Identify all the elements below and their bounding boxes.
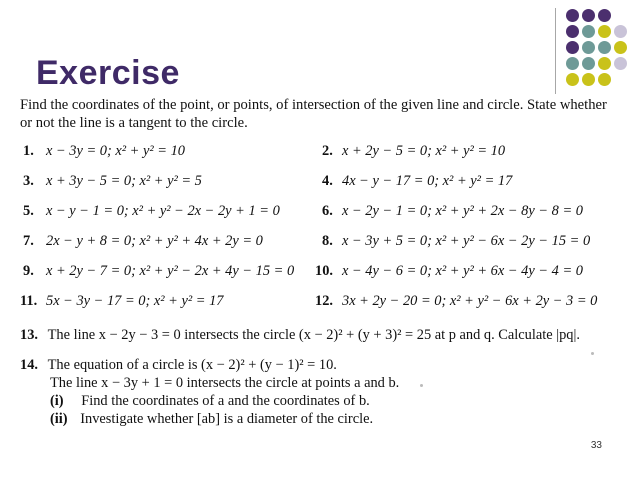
exercise-number: 11. xyxy=(20,293,38,309)
exercise-equation: x − 3y + 5 = 0; x² + y² − 6x − 2y − 15 = 0 xyxy=(342,233,591,249)
part-text: Find the coordinates of a and the coordinates of b. xyxy=(81,393,370,409)
exercise-row xyxy=(20,203,630,225)
part-label: (i) xyxy=(50,393,64,409)
exercise-equation: x − 2y − 1 = 0; x² + y² + 2x − 8y − 8 = 0 xyxy=(342,203,583,219)
exercise-row xyxy=(20,233,630,255)
dot-decoration xyxy=(582,41,595,54)
dot-decoration xyxy=(566,25,579,38)
dot-decoration xyxy=(614,25,627,38)
exercise-number: 3. xyxy=(23,173,34,189)
dot-decoration xyxy=(598,9,611,22)
dot-decoration xyxy=(566,9,579,22)
dot-decoration xyxy=(582,73,595,86)
instructions-text: Find the coordinates of the point, or points, of intersection of the given line and circle. State whether or not the line is a tangent to the circle. xyxy=(20,97,607,131)
page-number: 33 xyxy=(590,440,602,451)
exercise-number: 12. xyxy=(315,293,333,309)
exercise-number: 10. xyxy=(315,263,333,279)
divider-line xyxy=(555,8,556,94)
exercise-13 xyxy=(20,327,580,344)
exercise-number: 5. xyxy=(23,203,34,219)
exercise-number: 2. xyxy=(322,143,333,159)
exercise-equation: x + 3y − 5 = 0; x² + y² = 5 xyxy=(46,173,202,189)
exercise-equation: 3x + 2y − 20 = 0; x² + y² − 6x + 2y − 3 = 0 xyxy=(342,293,598,309)
exercise-equation: 4x − y − 17 = 0; x² + y² = 17 xyxy=(342,173,513,189)
exercise-14-line2: The line x − 3y + 1 = 0 intersects the circle at points a and b. xyxy=(50,375,400,391)
dot-decoration xyxy=(566,41,579,54)
exercise-equation: x − y − 1 = 0; x² + y² − 2x − 2y + 1 = 0 xyxy=(46,203,280,219)
exercise-14-part-ii xyxy=(50,411,373,428)
dot-decoration xyxy=(598,73,611,86)
dot-decoration xyxy=(566,57,579,70)
dot-decoration xyxy=(582,25,595,38)
exercise-14-line1: The equation of a circle is (x − 2)² + (y − 1)² = 10. xyxy=(47,357,337,373)
dot-decoration xyxy=(582,9,595,22)
exercise-number: 1. xyxy=(23,143,34,159)
exercise-number: 14. xyxy=(20,357,38,373)
exercise-13-text: The line x − 2y − 3 = 0 intersects the circle (x − 2)² + (y + 3)² = 25 at p and q. Calculate |pq|. xyxy=(47,327,580,343)
exercise-number: 4. xyxy=(322,173,333,189)
exercise-number: 7. xyxy=(23,233,34,249)
dot-decoration xyxy=(614,41,627,54)
exercise-equation: x + 2y − 5 = 0; x² + y² = 10 xyxy=(342,143,506,159)
dot-decoration xyxy=(582,57,595,70)
slide-title: Exercise xyxy=(36,54,180,92)
exercise-equation: 2x − y + 8 = 0; x² + y² + 4x + 2y = 0 xyxy=(46,233,263,249)
exercise-number: 6. xyxy=(322,203,333,219)
exercise-number: 9. xyxy=(23,263,34,279)
exercise-equation: x + 2y − 7 = 0; x² + y² − 2x + 4y − 15 = 0 xyxy=(46,263,295,279)
exercise-row xyxy=(20,143,630,165)
exercise-equation: x − 4y − 6 = 0; x² + y² + 6x − 4y − 4 = 0 xyxy=(342,263,583,279)
dot-decoration xyxy=(598,41,611,54)
scan-speck xyxy=(591,352,594,355)
scan-speck xyxy=(420,384,423,387)
exercise-number: 13. xyxy=(20,327,38,343)
exercise-number: 8. xyxy=(322,233,333,249)
exercise-row xyxy=(20,173,630,195)
decorative-dots-grid xyxy=(566,9,638,97)
exercise-row xyxy=(20,263,630,285)
dot-decoration xyxy=(614,57,627,70)
part-label: (ii) xyxy=(50,411,68,427)
dot-decoration xyxy=(598,57,611,70)
exercise-equation: 5x − 3y − 17 = 0; x² + y² = 17 xyxy=(46,293,224,309)
exercise-14 xyxy=(20,357,337,374)
part-text: Investigate whether [ab] is a diameter of the circle. xyxy=(80,411,374,427)
dot-decoration xyxy=(598,25,611,38)
exercise-equation: x − 3y = 0; x² + y² = 10 xyxy=(46,143,185,159)
dot-decoration xyxy=(566,73,579,86)
exercise-row xyxy=(20,293,630,315)
exercise-14-part-i xyxy=(50,393,370,410)
